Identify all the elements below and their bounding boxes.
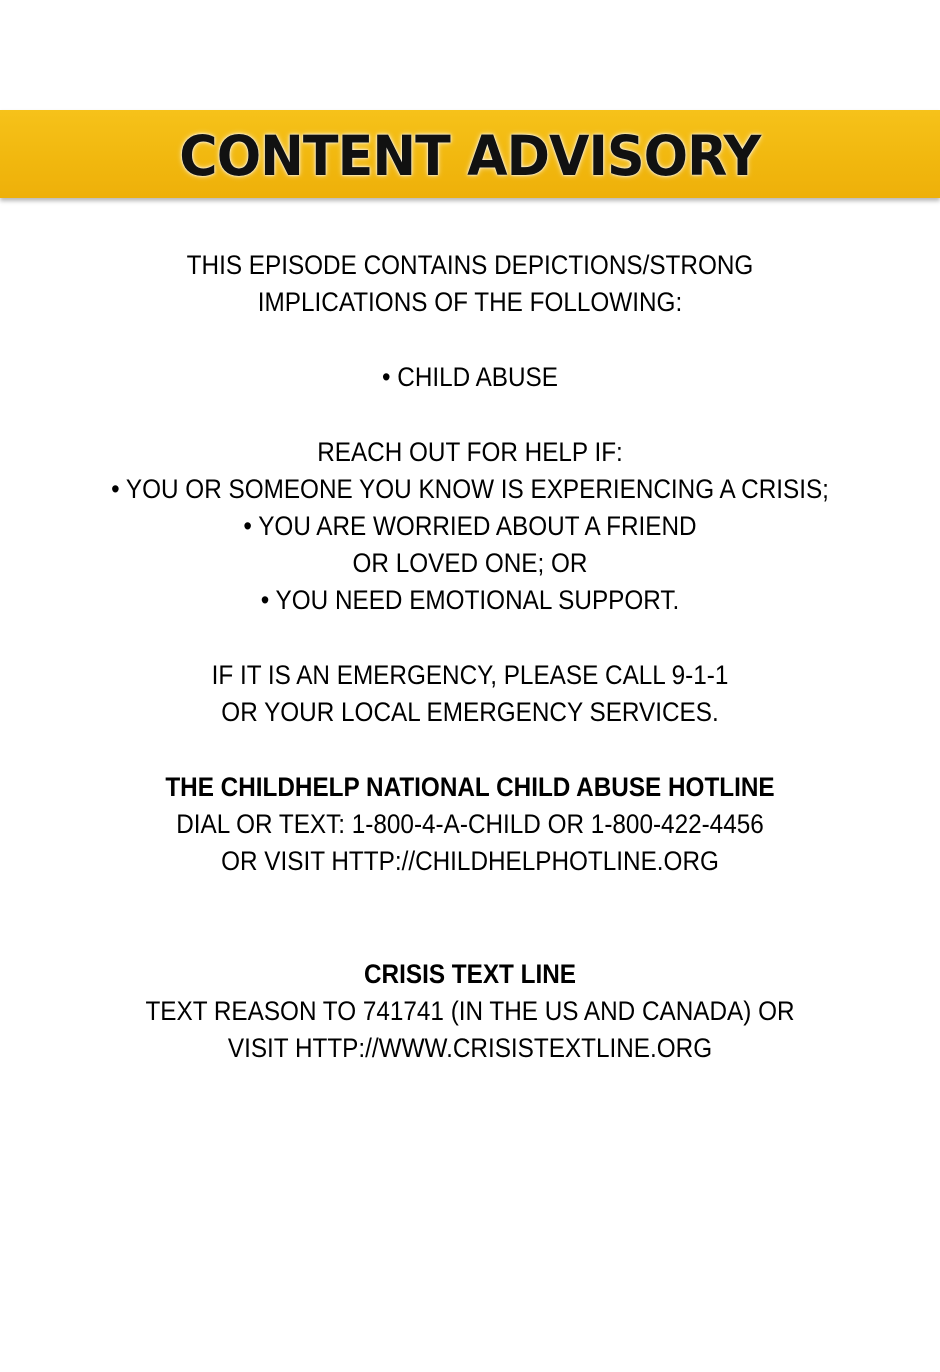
emergency-line-1: IF IT IS AN EMERGENCY, PLEASE CALL 9-1-1 <box>211 660 729 690</box>
topic-item: • CHILD ABUSE <box>382 362 558 392</box>
crisis-title: CRISIS TEXT LINE <box>364 959 576 989</box>
intro-line-2: IMPLICATIONS OF THE FOLLOWING: <box>257 287 683 317</box>
intro-line-1: THIS EPISODE CONTAINS DEPICTIONS/STRONG <box>186 250 754 280</box>
help-item: OR LOVED ONE; OR <box>352 548 588 578</box>
help-item: • YOU OR SOMEONE YOU KNOW IS EXPERIENCING A CRISIS; <box>111 474 829 504</box>
emergency-line-2: OR YOUR LOCAL EMERGENCY SERVICES. <box>221 697 719 727</box>
page-title: CONTENT ADVISORY <box>179 124 761 188</box>
help-item: • YOU ARE WORRIED ABOUT A FRIEND <box>243 511 697 541</box>
childhelp-title: THE CHILDHELP NATIONAL CHILD ABUSE HOTLINE <box>165 772 775 802</box>
advisory-body <box>0 247 940 1067</box>
help-item: • YOU NEED EMOTIONAL SUPPORT. <box>260 585 680 615</box>
help-heading: REACH OUT FOR HELP IF: <box>317 437 623 467</box>
childhelp-dial-line: DIAL OR TEXT: 1-800-4-A-CHILD OR 1-800-422-4456 <box>176 809 764 839</box>
crisis-visit-link[interactable]: VISIT HTTP://WWW.CRISISTEXTLINE.ORG <box>227 1033 713 1063</box>
childhelp-visit-link[interactable]: OR VISIT HTTP://CHILDHELPHOTLINE.ORG <box>221 846 719 876</box>
crisis-text-line: TEXT REASON TO 741741 (IN THE US AND CANADA) OR <box>145 996 795 1026</box>
advisory-banner <box>0 110 940 198</box>
